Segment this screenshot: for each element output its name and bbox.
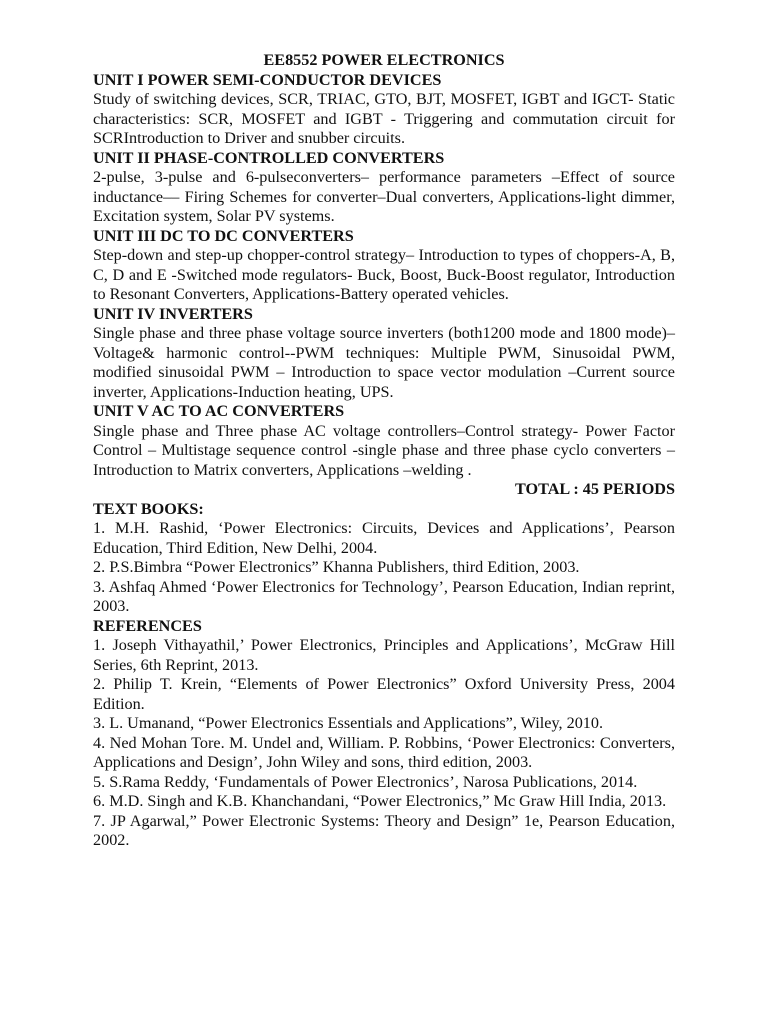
reference-item: 7. JP Agarwal,” Power Electronic Systems: Theory and Design” 1e, Pearson Education, 2002. (93, 811, 675, 849)
unit-3-body: Step-down and step-up chopper-control strategy– Introduction to types of choppers-A, B, C, D and E -Switched mode regulators- Buck, Boost, Buck-Boost regulator, Introduction to Resonant Converters, Applications-Battery operated vehicles. (93, 246, 675, 303)
unit-1-heading: UNIT I POWER SEMI-CONDUCTOR DEVICES (93, 70, 442, 89)
total-periods: TOTAL : 45 PERIODS (515, 480, 675, 498)
unit-5-body: Single phase and Three phase AC voltage controllers–Control strategy- Power Factor Control – Multistage sequence control -single phase and three phase cyclo converters – Introduction to Matrix converters, Applications –welding . (93, 421, 675, 479)
text-book-item: 1. M.H. Rashid, ‘Power Electronics: Circuits, Devices and Applications’, Pearson Education, Third Edition, New Delhi, 2004. (93, 519, 675, 557)
unit-1-body: Study of switching devices, SCR, TRIAC, GTO, BJT, MOSFET, IGBT and IGCT- Static characteristics: SCR, MOSFET and IGBT - Triggering and commutation circuit for SCRIntroduction to Driver and snubber circuits. (93, 90, 675, 147)
page-title: EE8552 POWER ELECTRONICS (263, 51, 505, 69)
reference-item: 5. S.Rama Reddy, ‘Fundamentals of Power Electronics’, Narosa Publications, 2014. (93, 772, 638, 791)
text-book-item: 2. P.S.Bimbra “Power Electronics” Khanna Publishers, third Edition, 2003. (93, 558, 580, 576)
reference-item: 6. M.D. Singh and K.B. Khanchandani, “Power Electronics,” Mc Graw Hill India, 2013. (93, 792, 667, 810)
syllabus-page (93, 51, 675, 851)
reference-item: 4. Ned Mohan Tore. M. Undel and, William. P. Robbins, ‘Power Electronics: Converters, Applications and Design’, John Wiley and sons, third edition, 2003. (93, 733, 675, 771)
unit-5-heading: UNIT V AC TO AC CONVERTERS (93, 402, 345, 420)
unit-3-heading: UNIT III DC TO DC CONVERTERS (93, 226, 354, 245)
unit-2-heading: UNIT II PHASE-CONTROLLED CONVERTERS (93, 148, 445, 167)
unit-4-heading: UNIT IV INVERTERS (93, 304, 253, 323)
reference-item: 1. Joseph Vithayathil,’ Power Electronics, Principles and Applications’, McGraw Hill Series, 6th Reprint, 2013. (93, 636, 675, 674)
reference-item: 3. L. Umanand, “Power Electronics Essentials and Applications”, Wiley, 2010. (93, 714, 604, 732)
text-book-item: 3. Ashfaq Ahmed ‘Power Electronics for Technology’, Pearson Education, Indian reprint, 2003. (93, 577, 675, 615)
references-heading: REFERENCES (93, 616, 202, 635)
unit-2-body: 2-pulse, 3-pulse and 6-pulseconverters– performance parameters –Effect of source inductance–– Firing Schemes for converter–Dual converters, Applications-light dimmer, Excitation system, Solar PV systems. (93, 168, 675, 225)
unit-4-body: Single phase and three phase voltage source inverters (both1200 mode and 1800 mode)– Voltage& harmonic control--PWM techniques: Multiple PWM, Sinusoidal PWM, modified sinusoidal PWM – Introduction to space vector modulation –Current source inverter, Applications-Induction heating, UPS. (93, 324, 675, 401)
text-books-heading: TEXT BOOKS: (93, 499, 204, 518)
reference-item: 2. Philip T. Krein, “Elements of Power Electronics” Oxford University Press, 2004 Edition. (93, 675, 675, 713)
